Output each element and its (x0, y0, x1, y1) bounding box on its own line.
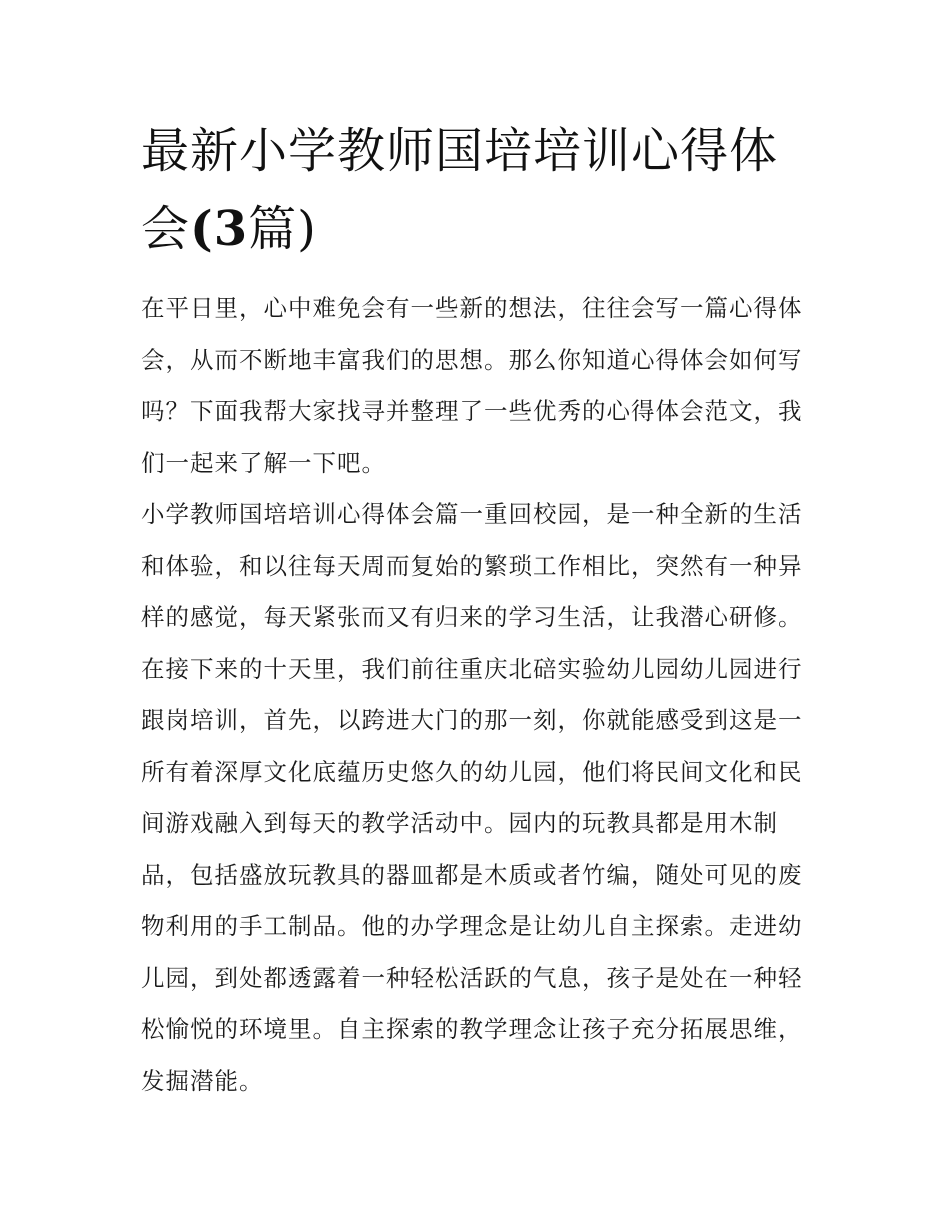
section1-paragraph: 小学教师国培培训心得体会篇一重回校园，是一种全新的生活和体验，和以往每天周而复始的繁琐工作相比，突然有一种异样的感觉，每天紧张而又有归来的学习生活，让我潜心研修。在接下来的十天里，我们前往重庆北碚实验幼儿园幼儿园进行跟岗培训，首先，以跨进大门的那一刻，你就能感受到这是一所有着深厚文化底蕴历史悠久的幼儿园，他们将民间文化和民间游戏融入到每天的教学活动中。园内的玩教具都是用木制品，包括盛放玩教具的器皿都是木质或者竹编，随处可见的废物利用的手工制品。他的办学理念是让幼儿自主探索。走进幼儿园，到处都透露着一种轻松活跃的气息，孩子是处在一种轻松愉悦的环境里。自主探索的教学理念让孩子充分拓展思维，发掘潜能。 (141, 500, 803, 1095)
title-open-paren: ( (190, 201, 214, 257)
title-main: 最新小学教师国培培训心得体会 (141, 123, 779, 257)
title-number: 3 (213, 201, 249, 257)
intro-paragraph: 在平日里，心中难免会有一些新的想法，往往会写一篇心得体会，从而不断地丰富我们的思想。那么你知道心得体会如何写吗？下面我帮大家找寻并整理了一些优秀的心得体会范文，我们一起来了解一下吧。 (141, 294, 803, 477)
document-title (141, 112, 811, 268)
title-suffix: 篇) (248, 201, 317, 257)
document-content (141, 112, 811, 1107)
